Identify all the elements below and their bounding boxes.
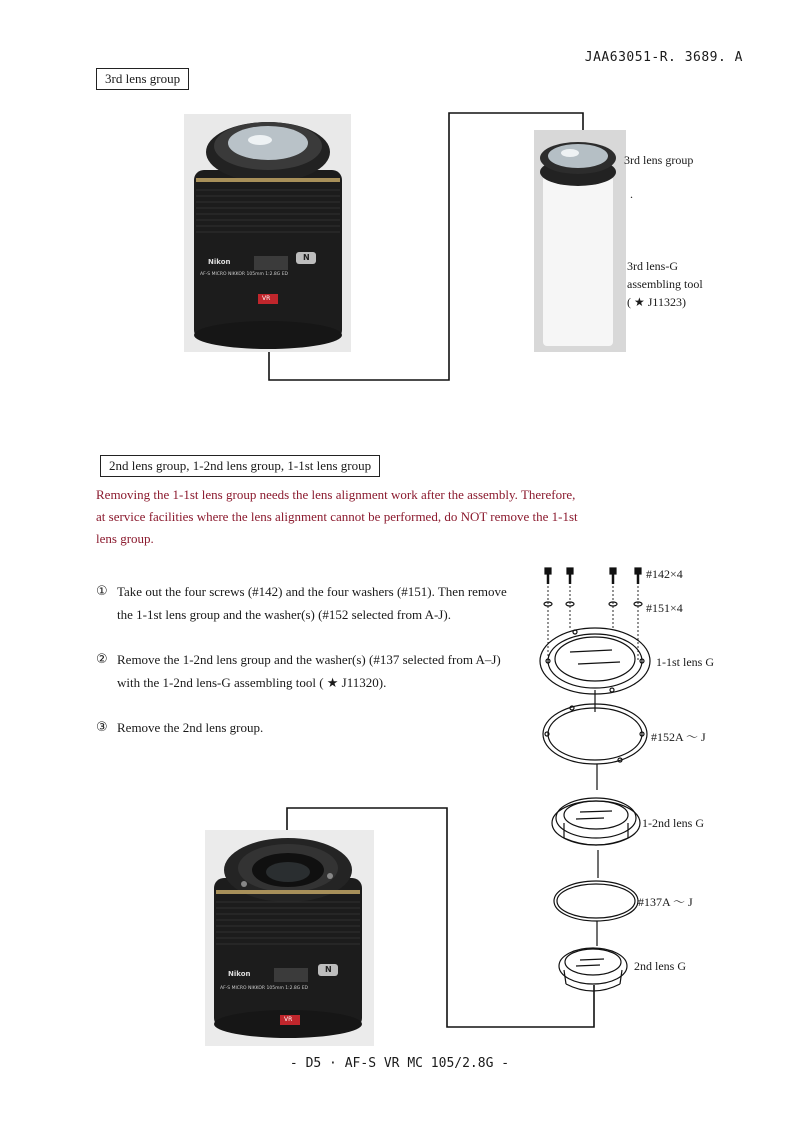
label-tool-line3: ( ★ J11323) — [627, 295, 686, 309]
label-washer-137: #137A ～ J — [638, 895, 693, 909]
label-3rd-lens-group: 3rd lens group — [624, 153, 694, 167]
step-text: Remove the 1-2nd lens group and the washer(s) (#137 selected from A–J) with the 1-2nd lens-G assembling tool ( ★ J11320). — [117, 652, 501, 690]
step-text: Remove the 2nd lens group. — [117, 720, 264, 735]
step-text: Take out the four screws (#142) and the four washers (#151). Then remove the 1-1st lens group and the washer(s) (#152 selected from A-J). — [117, 584, 507, 622]
lens-model-label-2: AF-S MICRO NIKKOR 105mm 1:2.8G ED — [220, 986, 309, 991]
step-number: ① — [96, 584, 108, 599]
lens-model-label-1: AF-S MICRO NIKKOR 105mm 1:2.8G ED — [200, 272, 289, 277]
label-washer-152: #152A ～ J — [651, 730, 706, 744]
label-tool-line1: 3rd lens-G — [627, 259, 678, 273]
step-number: ② — [96, 652, 108, 667]
label-dot: . — [630, 187, 633, 201]
section-title-3rd-lens-group: 3rd lens group — [96, 68, 189, 90]
warning-text: Removing the 1-1st lens group needs the lens alignment work after the assembly. Therefore, at service facilities where the lens alignment cannot be performed, do NOT remove the 1-1st lens group. — [96, 487, 578, 546]
section-title-2nd-lens-groups: 2nd lens group, 1-2nd lens group, 1-1st lens group — [100, 455, 380, 477]
label-screws-142: #142×4 — [646, 567, 683, 581]
label-washers-151: #151×4 — [646, 601, 683, 615]
step-number: ③ — [96, 720, 108, 735]
lens-vr-label-2: VR — [284, 1016, 293, 1023]
document-id: JAA63051-R. 3689. A — [584, 50, 743, 65]
label-2nd-lens-g: 2nd lens G — [634, 959, 686, 973]
page-footer: - D5 · AF-S VR MC 105/2.8G - — [289, 1056, 510, 1071]
lens-badge-1: N — [303, 253, 310, 262]
lens-brand-label-1: Nikon — [208, 258, 231, 266]
lens-vr-label-1: VR — [262, 295, 271, 302]
lens-badge-2: N — [325, 965, 332, 974]
label-1-1st-lens-g: 1-1st lens G — [656, 655, 714, 669]
label-tool-line2: assembling tool — [627, 277, 703, 291]
label-1-2nd-lens-g: 1-2nd lens G — [642, 816, 704, 830]
lens-brand-label-2: Nikon — [228, 970, 251, 978]
